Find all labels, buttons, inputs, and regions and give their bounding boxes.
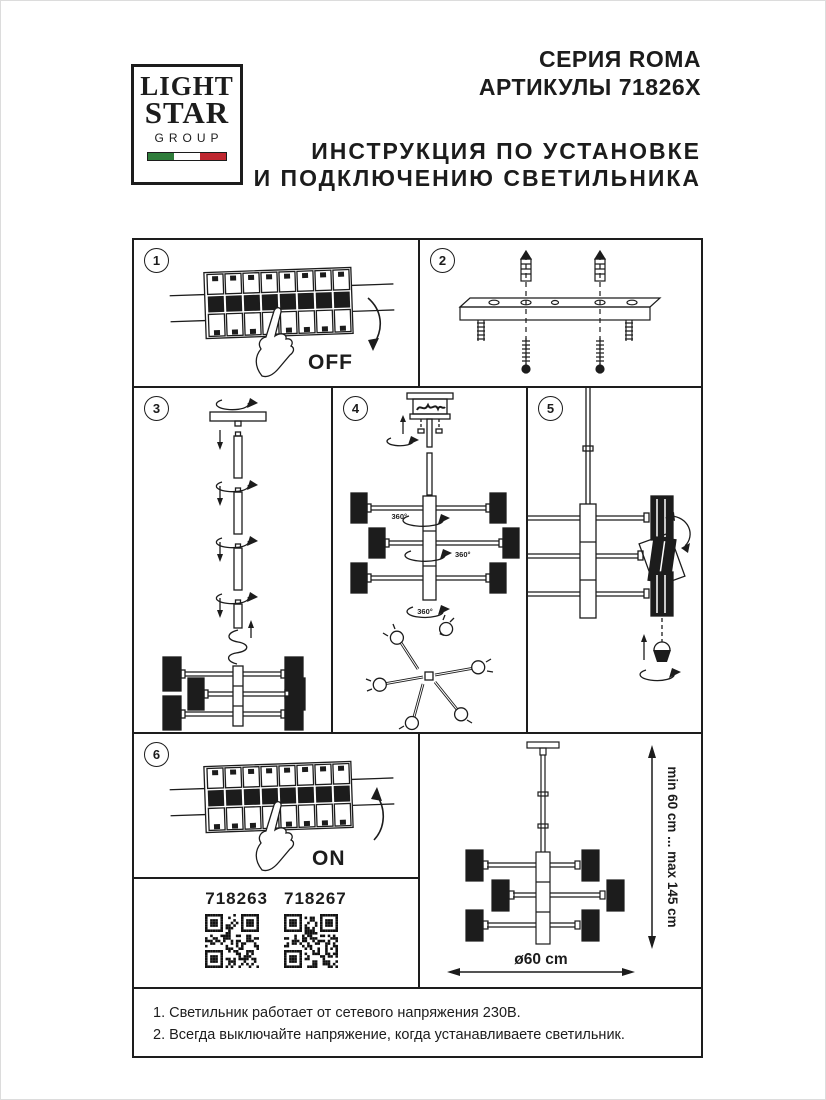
series-title: СЕРИЯ ROMA xyxy=(538,46,701,72)
mounting-bar xyxy=(460,298,660,320)
breaker-off-illustration xyxy=(162,248,402,380)
flag-green-segment xyxy=(148,153,174,160)
rotate-arrow-icon xyxy=(387,436,419,446)
dimensions-illustration xyxy=(420,734,701,987)
rotation-360-label: 360° xyxy=(417,607,433,616)
screw-icon xyxy=(596,338,604,373)
logo-word-star: STAR xyxy=(144,95,230,130)
logo-word-light: LIGHT xyxy=(140,71,234,101)
instruction-title-line2: И ПОДКЛЮЧЕНИЮ СВЕТИЛЬНИКА xyxy=(253,165,701,191)
screw-icon xyxy=(522,338,530,373)
step-2-panel xyxy=(418,238,703,388)
article-block xyxy=(284,889,347,968)
rotate-arrow-icon xyxy=(216,480,258,492)
rod-assembly-illustration xyxy=(134,388,331,732)
threaded-stud-icon xyxy=(477,320,485,341)
rotate-arrow-icon xyxy=(216,592,258,604)
shade-adjust-illustration xyxy=(528,388,701,732)
wires-scribble xyxy=(417,405,445,410)
step-3-panel xyxy=(132,386,333,734)
dimensions-panel xyxy=(418,732,703,989)
chandelier-mount-illustration xyxy=(333,388,526,732)
rotate-arrow-icon xyxy=(640,668,681,681)
qr-code xyxy=(284,914,338,968)
note-line-2: 2. Всегда выключайте напряжение, когда устанавливаете светильник. xyxy=(153,1027,625,1043)
italian-flag-bar xyxy=(147,152,227,161)
step-4-number: 4 xyxy=(343,396,368,421)
article-block xyxy=(205,889,268,968)
lightstar-logo xyxy=(131,64,243,185)
threaded-stud-icon xyxy=(625,320,633,341)
qr-code xyxy=(205,914,259,968)
flag-white-segment xyxy=(174,153,200,160)
step-2-number: 2 xyxy=(430,248,455,273)
up-arrow-icon xyxy=(400,415,406,434)
step-5-panel xyxy=(526,386,703,734)
logo-word-group: GROUP xyxy=(154,131,224,145)
down-arrow-icon xyxy=(217,430,223,450)
off-label: OFF xyxy=(308,351,353,374)
on-label: ON xyxy=(312,847,346,870)
diameter-dimension xyxy=(447,968,635,976)
step-3-number: 3 xyxy=(144,396,169,421)
height-dimension xyxy=(648,745,656,949)
bracket-mounting-illustration xyxy=(424,243,696,381)
flag-red-segment xyxy=(200,153,226,160)
articles-title: АРТИКУЛЫ 71826X xyxy=(478,74,701,100)
article-number: 718267 xyxy=(284,889,347,908)
off-arrow-icon xyxy=(368,298,380,344)
rotate-arrow-icon xyxy=(216,398,258,410)
chandelier-body xyxy=(163,657,305,730)
qr-panel xyxy=(132,877,420,989)
rotate-arrow-icon xyxy=(216,536,258,548)
diameter-dimension-label: ø60 cm xyxy=(514,951,568,968)
rotation-360-label: 360° xyxy=(391,512,407,521)
rotation-360-label: 360° xyxy=(455,550,471,559)
height-dimension-label: min 60 cm ... max 145 cm xyxy=(665,766,680,928)
up-arrow-icon xyxy=(641,634,647,660)
note-line-1: 1. Светильник работает от сетевого напряжения 230В. xyxy=(153,1005,521,1021)
step-4-panel xyxy=(331,386,528,734)
rotate-arrow-icon xyxy=(405,549,452,561)
step-6-number: 6 xyxy=(144,742,169,767)
top-view-star xyxy=(366,615,493,730)
lamp-bulb-icon xyxy=(653,642,671,662)
up-arrow-icon xyxy=(248,620,254,638)
breaker-on-illustration xyxy=(162,742,402,874)
instruction-title xyxy=(254,138,701,192)
notes-panel xyxy=(132,987,703,1058)
article-number: 718263 xyxy=(205,889,268,908)
instruction-title-line1: ИНСТРУКЦИЯ ПО УСТАНОВКЕ xyxy=(311,138,701,164)
step-6-panel xyxy=(132,732,420,879)
step-1-panel xyxy=(132,238,420,388)
wire-squiggle xyxy=(229,630,247,664)
document-header xyxy=(254,45,701,192)
step-1-number: 1 xyxy=(144,248,169,273)
rotate-arrow-icon xyxy=(403,514,450,526)
step-5-number: 5 xyxy=(538,396,563,421)
